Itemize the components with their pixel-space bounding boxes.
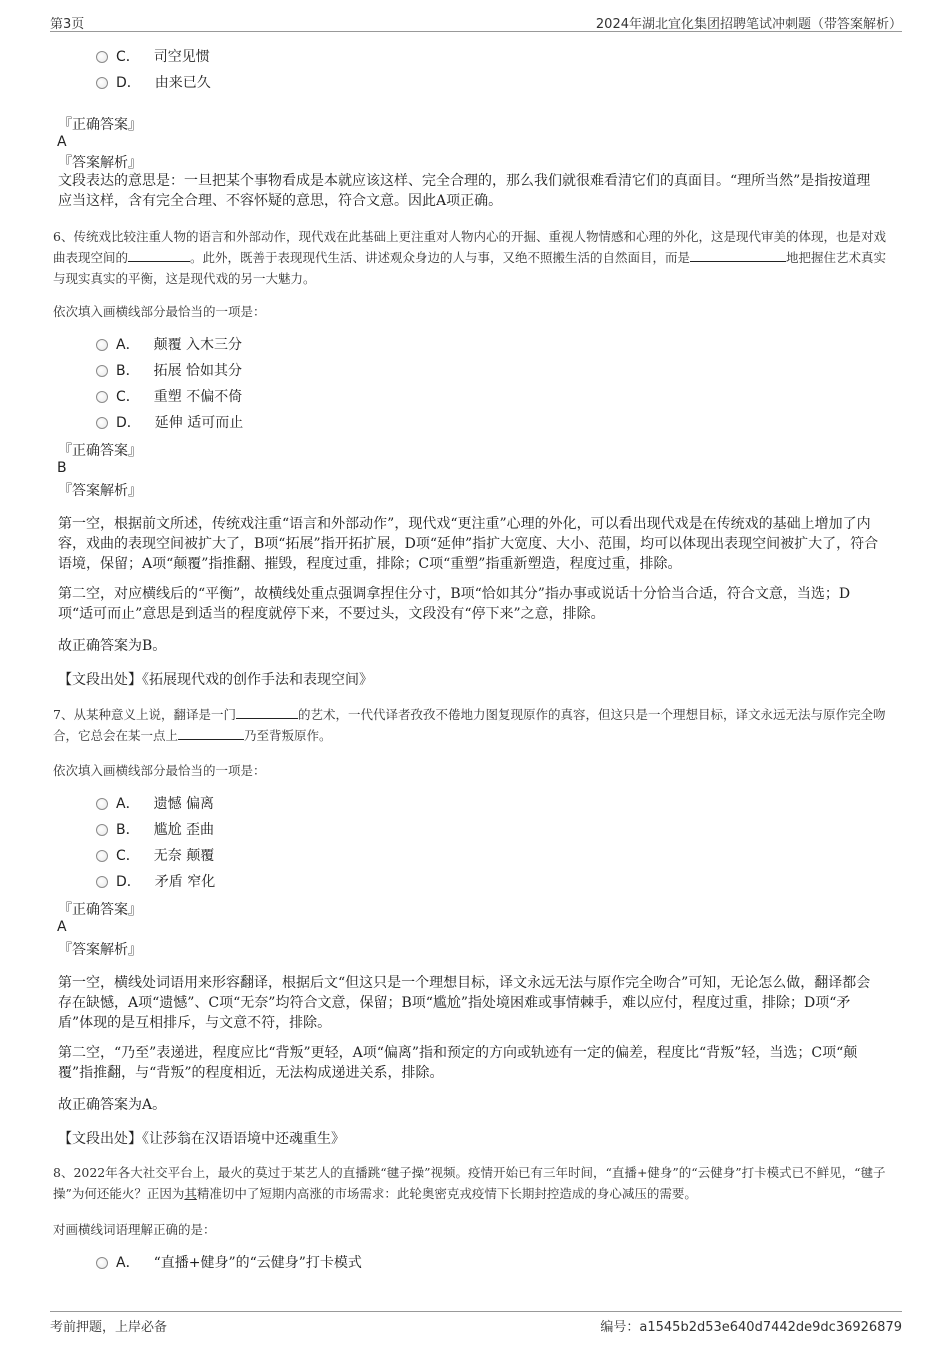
q5-answer-label: 『正确答案』 [58,117,142,133]
q5-analysis-label: 『答案解析』 [58,155,142,171]
radio-icon[interactable] [96,365,108,377]
q5-answer: A [57,134,67,150]
document-title: 2024年湖北宜化集团招聘笔试冲刺题（带答案解析） [595,17,902,32]
q6-option-b[interactable]: B． 拓展 恰如其分 [96,362,242,380]
q7-answer: A [57,919,67,935]
q5-option-c[interactable]: C． 司空见惯 [96,48,210,66]
blank-line [178,727,244,740]
q6-analysis-p1: 第一空，根据前文所述，传统戏注重“语言和外部动作”，现代戏“更注重”心理的外化，可以看出现代戏是在传统戏的基础上增加了内容，戏曲的表现空间被扩大了，B项“拓展”指开拓扩展，D项“延伸”指扩大宽度、大小、范围，均可以体现出表现空间被扩大了，符合语境，保留；A项“颠覆”指推翻、摧毁，程度过重，排除；C项“重塑”指重新塑造，程度过重，排除。 [58,516,879,572]
footer-slogan: 考前押题，上岸必备 [50,1320,168,1335]
radio-icon[interactable] [96,417,108,429]
q5-analysis: 文段表达的意思是：一旦把某个事物看成是本就应该这样、完全合理的，那么我们就很难看清它们的真面目。“理所当然”是指按道理应当这样，含有完全合理、不容怀疑的意思，符合文意。因此A项正确。 [58,173,871,209]
q7-analysis-p3: 故正确答案为A。 [58,1097,167,1113]
q6-option-c[interactable]: C． 重塑 不偏不倚 [96,388,242,406]
document-id: 编号：a1545b2d53e640d7442de9dc36926879 [600,1320,902,1335]
q8-prompt: 对画横线词语理解正确的是： [53,1222,216,1237]
radio-icon[interactable] [96,339,108,351]
q6-analysis-p2: 第二空，对应横线后的“平衡”，故横线处重点强调拿捏住分寸，B项“恰如其分”指办事或说话十分恰当合适，符合文意，当选；D项“适可而止”意思是到适当的程度就停下来，不要过头，文段没有“停下来”之意，排除。 [58,586,851,622]
q6-answer-label: 『正确答案』 [58,443,142,459]
q7-analysis-label: 『答案解析』 [58,942,142,958]
q7-option-d[interactable]: D． 矛盾 窄化 [96,873,215,891]
radio-icon[interactable] [96,824,108,836]
page-header [50,11,902,32]
page-footer [50,1311,902,1334]
q8-stem: 8、2022年各大社交平台上，最火的莫过于某艺人的直播跳“毽子操”视频。疫情开始已有三年时间，“直播+健身”的“云健身”打卡模式已不鲜见，“毽子操”为何还能火？正因为其精准切中了短期内高涨的市场需求：此轮奥密克戎疫情下长期封控造成的身心减压的需要。 [53,1165,886,1201]
q7-option-a[interactable]: A． 遗憾 偏离 [96,795,214,813]
page-number: 第3页 [50,17,85,32]
radio-icon[interactable] [96,798,108,810]
q6-source: 【文段出处】《拓展现代戏的创作手法和表现空间》 [58,672,373,688]
radio-icon[interactable] [96,51,108,63]
q7-source: 【文段出处】《让莎翁在汉语语境中还魂重生》 [58,1131,345,1147]
q6-analysis-label: 『答案解析』 [58,483,142,499]
q7-answer-label: 『正确答案』 [58,902,142,918]
q7-analysis-p1: 第一空，横线处词语用来形容翻译，根据后文“但这只是一个理想目标，译文永远无法与原作完全吻合”可知，无论怎么做，翻译都会存在缺憾，A项“遗憾”、C项“无奈”均符合文意，保留；B项“尴尬”指处境困难或事情棘手，难以应付，程度过重，排除；D项“矛盾”体现的是互相排斥，与文意不符，排除。 [58,975,871,1031]
q6-prompt: 依次填入画横线部分最恰当的一项是： [53,304,266,319]
q7-prompt: 依次填入画横线部分最恰当的一项是： [53,763,266,778]
q6-analysis-p3: 故正确答案为B。 [58,638,167,654]
q7-option-b[interactable]: B． 尴尬 歪曲 [96,821,214,839]
q7-analysis-p2: 第二空，“乃至”表递进，程度应比“背叛”更轻，A项“偏离”指和预定的方向或轨迹有一定的偏差，程度比“背叛”轻，当选；C项“颠覆”指推翻，与“背叛”的程度相近，无法构成递进关系，排除。 [58,1045,858,1081]
q5-option-d[interactable]: D． 由来已久 [96,74,211,92]
q7-option-c[interactable]: C． 无奈 颠覆 [96,847,214,865]
q6-stem: 6、传统戏比较注重人物的语言和外部动作，现代戏在此基础上更注重对人物内心的开掘、重视人物情感和心理的外化，这是现代审美的体现，也是对戏曲表现空间的 。此外，既善于表现现代生活、讲述观众身边的人与事，又绝不照搬生活的自然面目，而是 地把握住艺术真实与现实真实的平衡，这是现代戏的另一大魅力。 [53,229,887,286]
q6-answer: B [57,460,67,476]
q6-option-a[interactable]: A． 颠覆 入木三分 [96,336,242,354]
blank-line [690,249,786,262]
radio-icon[interactable] [96,391,108,403]
q7-stem: 7、从某种意义上说，翻译是一门 的艺术，一代代译者孜孜不倦地力图复现原作的真容，但这只是一个理想目标，译文永远无法与原作完全吻合，它总会在某一点上 乃至背叛原作。 [53,707,886,743]
radio-icon[interactable] [96,850,108,862]
blank-line [128,249,190,262]
radio-icon[interactable] [96,1257,108,1269]
q6-option-d[interactable]: D． 延伸 适可而止 [96,414,243,432]
blank-line [236,706,298,719]
radio-icon[interactable] [96,876,108,888]
q8-option-a[interactable]: A． “直播+健身”的“云健身”打卡模式 [96,1254,362,1272]
radio-icon[interactable] [96,77,108,89]
